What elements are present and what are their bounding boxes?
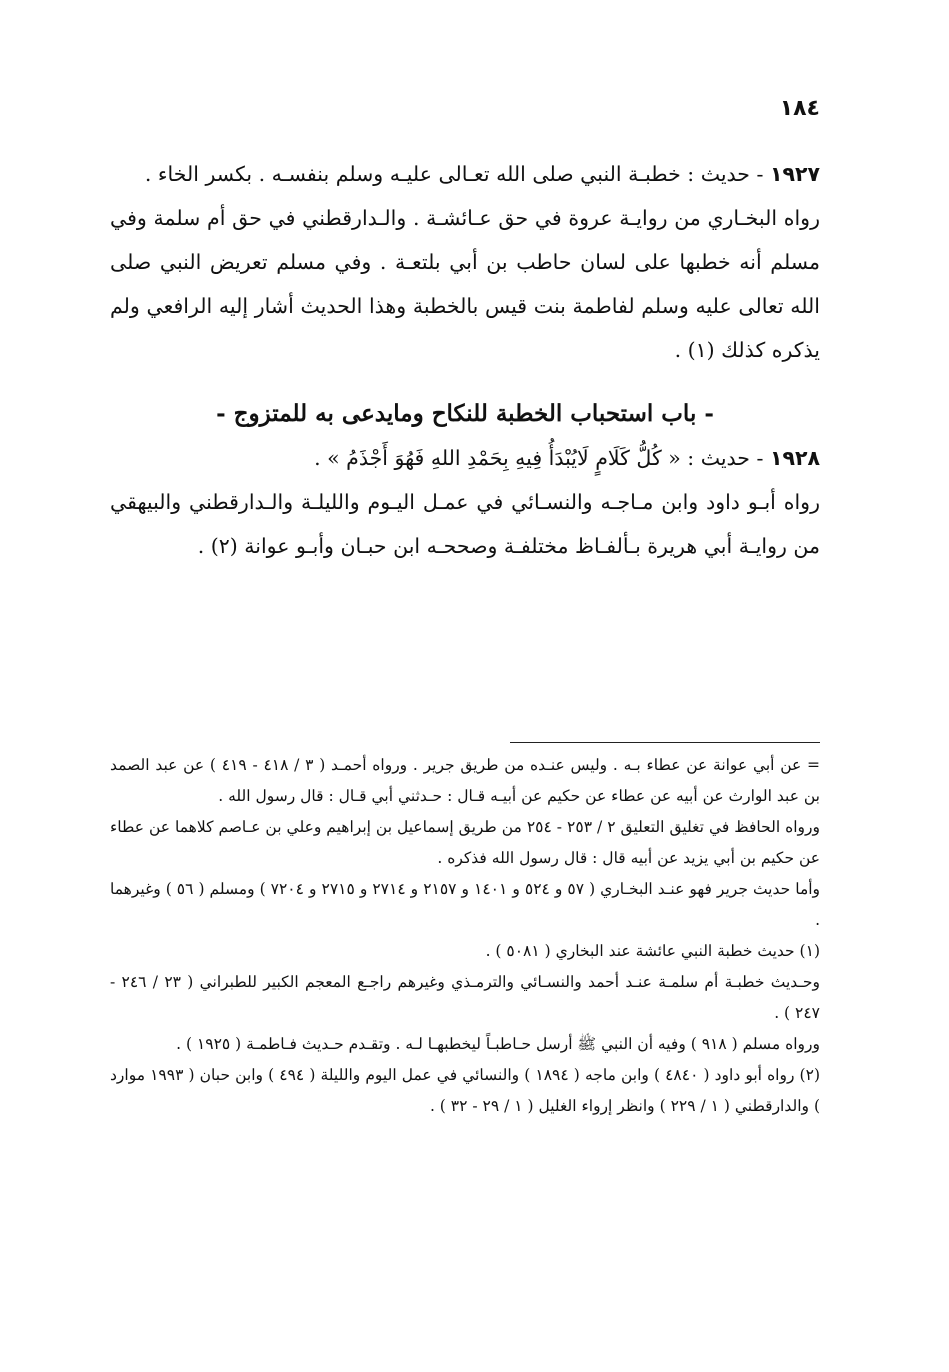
footnote-1-line-1: (١) حديث خطبة النبي عائشة عند البخاري ( ٥٠٨١ ) .: [485, 942, 820, 960]
footnotes: [110, 742, 820, 1122]
hadith-1927-takhrij: رواه البخـاري من روايـة عروة في حق عـائشـة . والـدارقطني في حق أم سلمة وفي مسلم أنه خطبها على لسان حاطب بن أبي بلتعـة . وفي مسلم تعريض النبي صلى الله تعالى عليه وسلم لفاطمة بنت قيس بالخطبة وهذا الحديث أشار إليه الرافعي ولم يذكره كذلك (١) .: [110, 206, 820, 362]
footnote-separator: [110, 742, 820, 750]
hadith-number: ١٩٢٨: [769, 446, 820, 470]
hadith-1928-takhrij: رواه أبـو داود وابن مـاجـه والنسـائي في عمـل اليـوم والليلـة والـدارقطني والبيهقي من روايـة أبي هريرة بـألفـاظ مختلفـة وصححـه ابن حبـان وأبـو عوانة (٢) .: [110, 490, 820, 558]
main-text: [110, 152, 820, 568]
hadith-text: - حديث : « كُلُّ كَلَامٍ لَايُبْدَأُ فِيهِ بِحَمْدِ اللهِ فَهُوَ أَجْذَمُ » .: [314, 446, 770, 470]
footnote-1-line-2: وحـديث خطبـة أم سلمـة عنـد أحمد والنسـائي والترمـذي وغيرهم راجـع المعجم الكبير للطبراني ( ٢٣ / ٢٤٦ - ٢٤٧ ) .: [110, 973, 821, 1022]
footnote-2: (٢) رواه أبو داود ( ٤٨٤٠ ) وابن ماجه ( ١٨٩٤ ) والنسائي في عمل اليوم والليلة ( ٤٩٤ ) وابن حبان ( ١٩٩٣ موارد ) والدارقطني ( ١ / ٢٢٩ ) وانظر إرواء الغليل ( ١ / ٢٩ - ٣٢ ) .: [110, 1066, 820, 1115]
hadith-1927: [110, 152, 820, 196]
hadith-number: ١٩٢٧: [769, 162, 820, 186]
footnote-1-line-3: ورواه مسلم ( ٩١٨ ) وفيه أن النبي ﷺ أرسل حـاطبـاً ليخطبهـا لـه . وتقـدم حـديث فـاطمـة ( ١٩٢٥ ) .: [176, 1035, 820, 1053]
chapter-title: - باب استحباب الخطبة للنكاح ومايدعى به للمتزوج -: [216, 400, 714, 427]
footnote-continuation-2: ورواه الحافظ في تغليق التعليق ٢ / ٢٥٣ - ٢٥٤ من طريق إسماعيل بن إبراهيم وعلي بن عـاصم كلاهما عن عطاء عن حكيم بن أبي يزيد عن أبيه قال : قال رسول الله فذكره .: [110, 818, 821, 867]
footnote-continuation-3: وأما حديث جرير فهو عنـد البخـاري ( ٥٧ و ٥٢٤ و ١٤٠١ و ٢١٥٧ و ٢٧١٤ و ٢٧١٥ و ٧٢٠٤ ) ومسلم ( ٥٦ ) وغيرهما .: [110, 880, 821, 929]
page-number: ١٨٤: [779, 96, 820, 121]
hadith-1928: [110, 436, 820, 480]
hadith-text: - حديث : خطبـة النبي صلى الله تعـالى عليـه وسلم بنفسـه . بكسر الخاء .: [144, 162, 770, 186]
footnote-continuation-1: = عن أبي عوانة عن عطاء بـه . وليس عنـده من طريق جرير . ورواه أحمـد ( ٣ / ٤١٨ - ٤١٩ ) عن عبد الصمد بن عبد الوارث عن أبيه عن عطاء عن حكيم عن أبيـه قـال : حـدثني أبي قـال : قال رسول الله .: [110, 756, 821, 805]
